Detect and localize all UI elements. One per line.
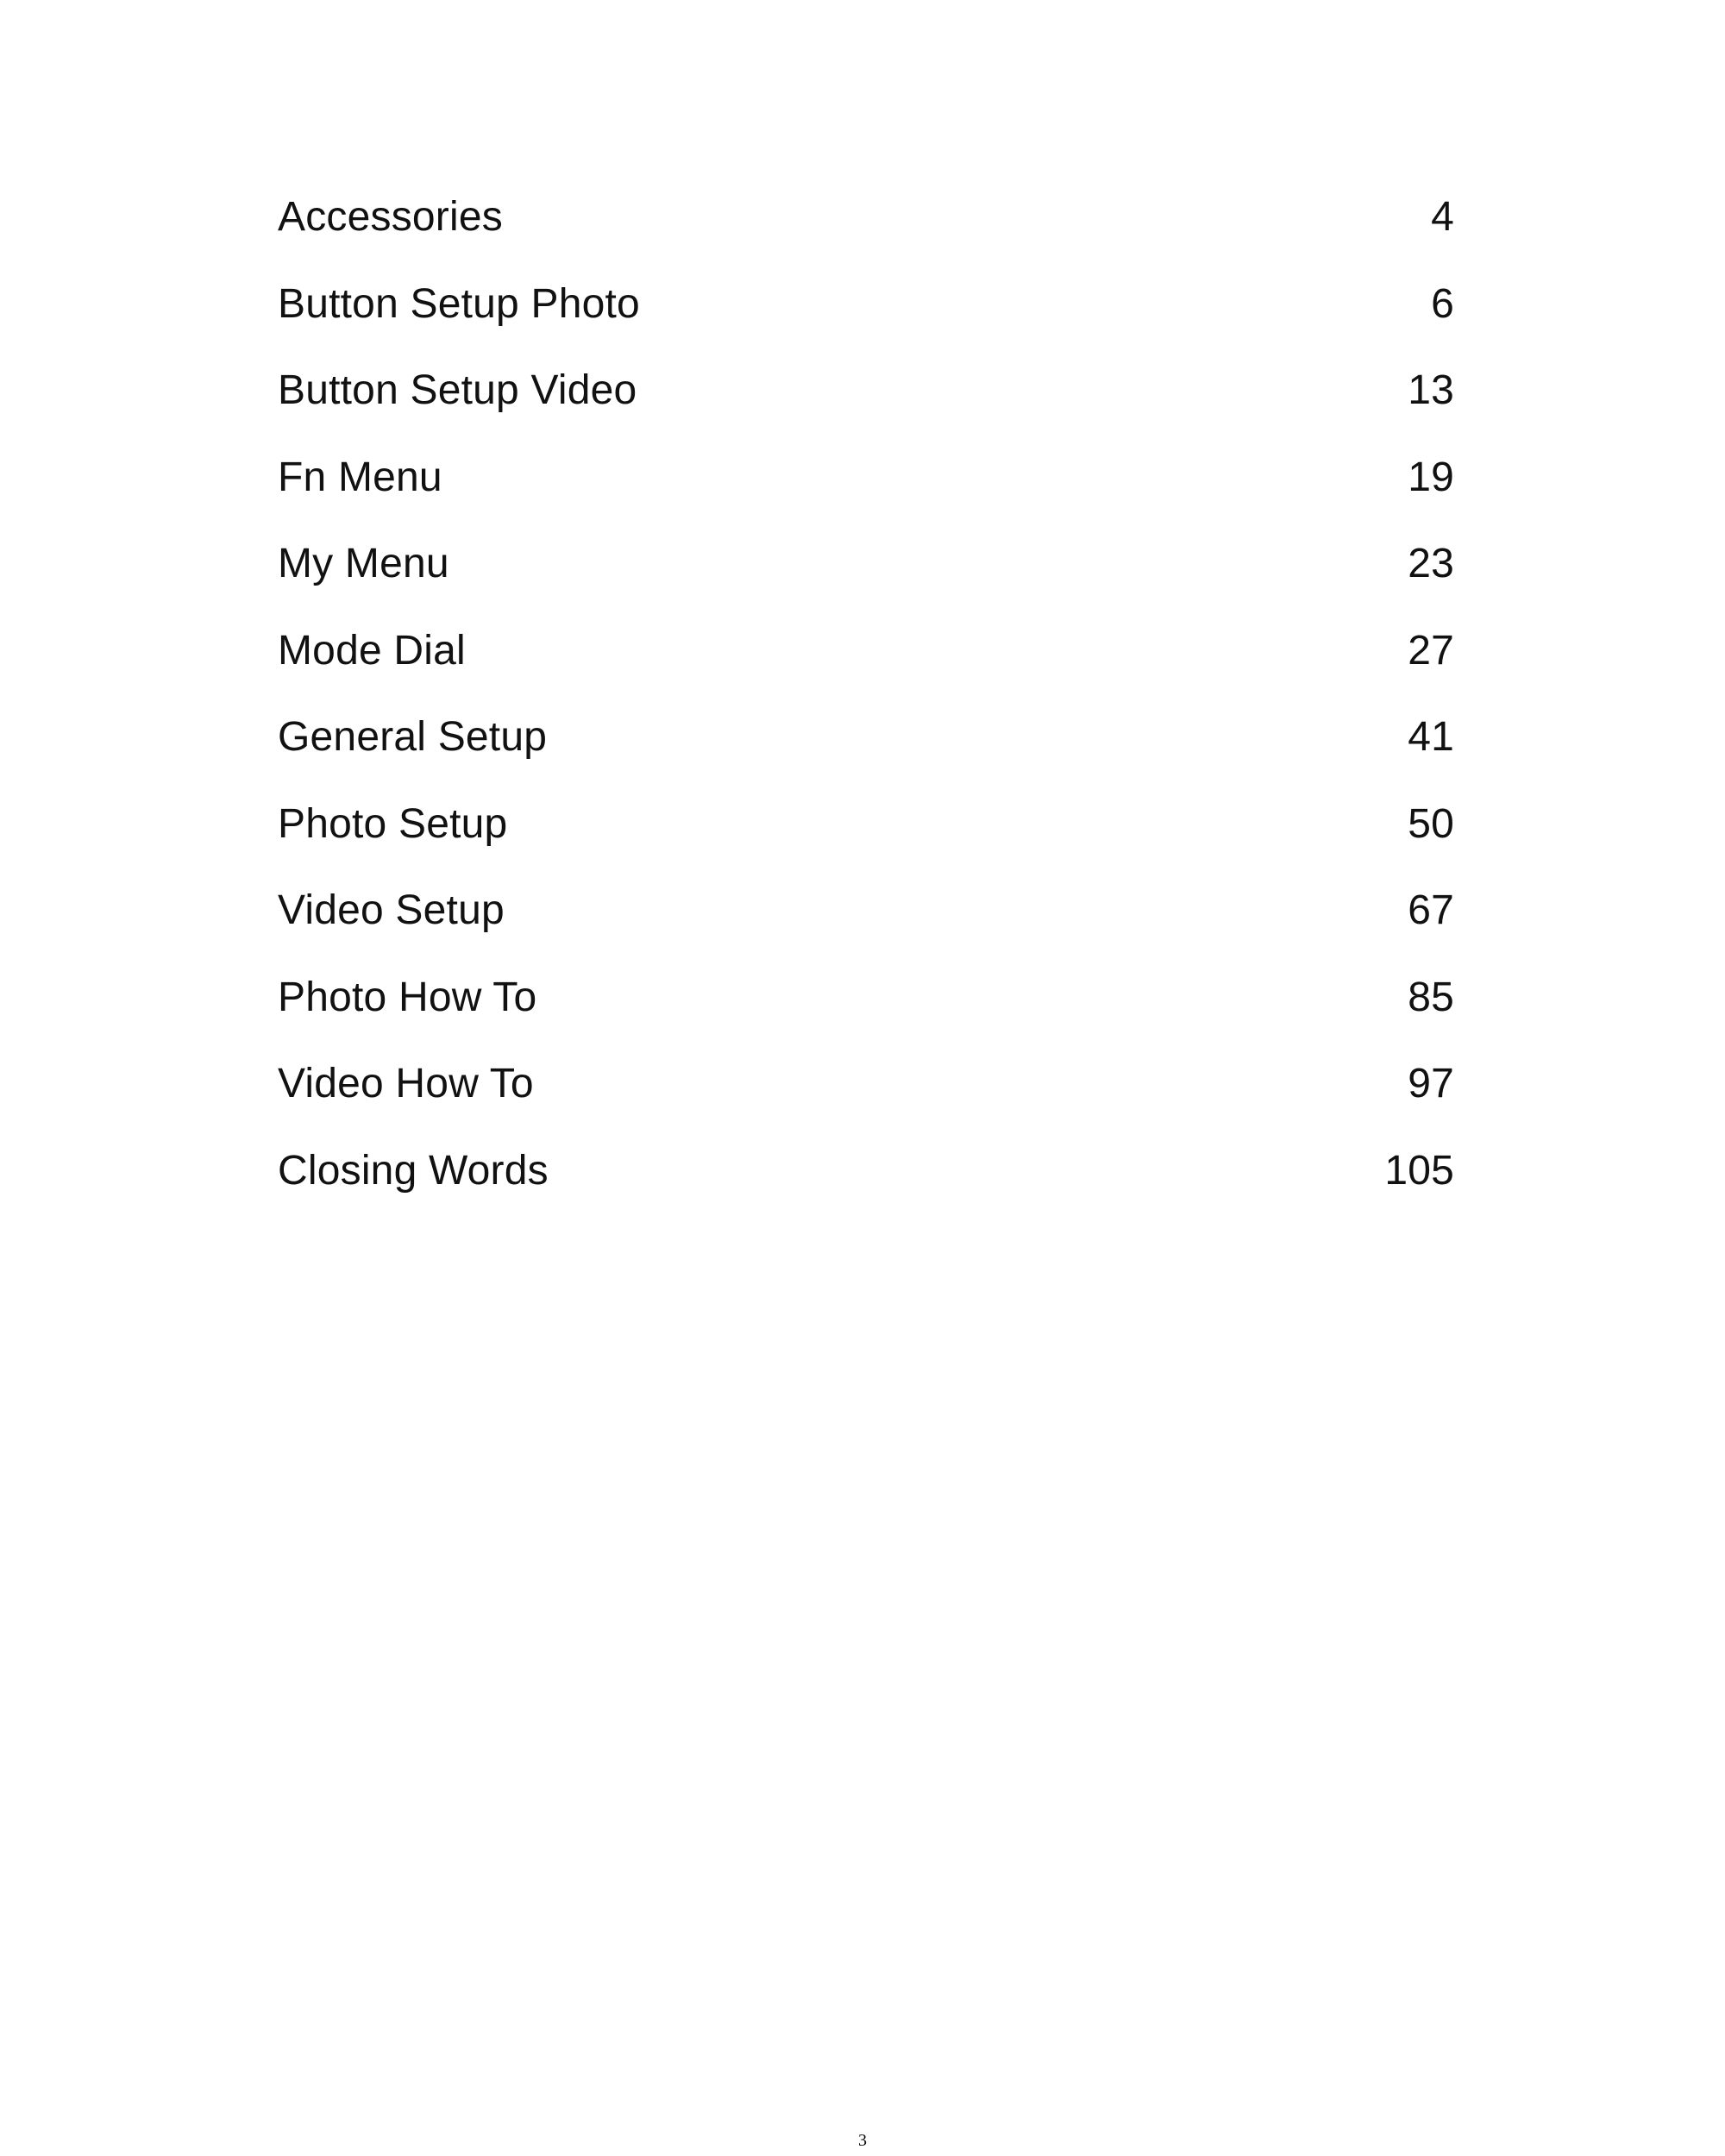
toc-entry-page: 67 (1408, 887, 1454, 933)
toc-entry-video-setup[interactable] (278, 883, 1454, 970)
toc-entry-title: Closing Words (278, 1147, 549, 1194)
toc-entry-photo-setup[interactable] (278, 797, 1454, 884)
toc-entry-page: 27 (1408, 627, 1454, 674)
toc-entry-button-setup-video[interactable] (278, 363, 1454, 450)
toc-entry-title: Video How To (278, 1061, 534, 1106)
toc-entry-video-how-to[interactable] (278, 1056, 1454, 1144)
toc-entry-title: Fn Menu (278, 454, 442, 500)
toc-entry-page: 6 (1431, 280, 1454, 327)
toc-entry-page: 97 (1408, 1061, 1454, 1106)
toc-entry-accessories[interactable] (278, 190, 1454, 277)
toc-entry-my-menu[interactable] (278, 536, 1454, 624)
toc-entry-general-setup[interactable] (278, 710, 1454, 797)
toc-entry-page: 50 (1408, 800, 1454, 847)
toc-entry-button-setup-photo[interactable] (278, 277, 1454, 364)
toc-entry-closing-words[interactable] (278, 1144, 1454, 1231)
table-of-contents (278, 190, 1454, 1230)
toc-entry-title: Accessories (278, 194, 503, 240)
toc-entry-title: Button Setup Photo (278, 280, 640, 327)
toc-entry-title: General Setup (278, 714, 548, 760)
toc-entry-page: 85 (1408, 974, 1454, 1020)
toc-entry-title: Photo How To (278, 974, 537, 1020)
toc-entry-mode-dial[interactable] (278, 624, 1454, 711)
toc-entry-title: Photo Setup (278, 800, 508, 847)
toc-entry-title: My Menu (278, 541, 449, 586)
toc-entry-title: Video Setup (278, 887, 505, 933)
toc-entry-page: 105 (1384, 1147, 1454, 1194)
toc-entry-page: 19 (1408, 454, 1454, 500)
toc-entry-page: 41 (1408, 714, 1454, 760)
toc-entry-fn-menu[interactable] (278, 450, 1454, 537)
toc-entry-title: Mode Dial (278, 627, 466, 674)
page-number: 3 (858, 2131, 867, 2150)
toc-entry-photo-how-to[interactable] (278, 970, 1454, 1057)
toc-entry-page: 23 (1408, 541, 1454, 586)
toc-entry-page: 13 (1408, 367, 1454, 413)
toc-entry-page: 4 (1431, 194, 1454, 240)
toc-entry-title: Button Setup Video (278, 367, 637, 413)
